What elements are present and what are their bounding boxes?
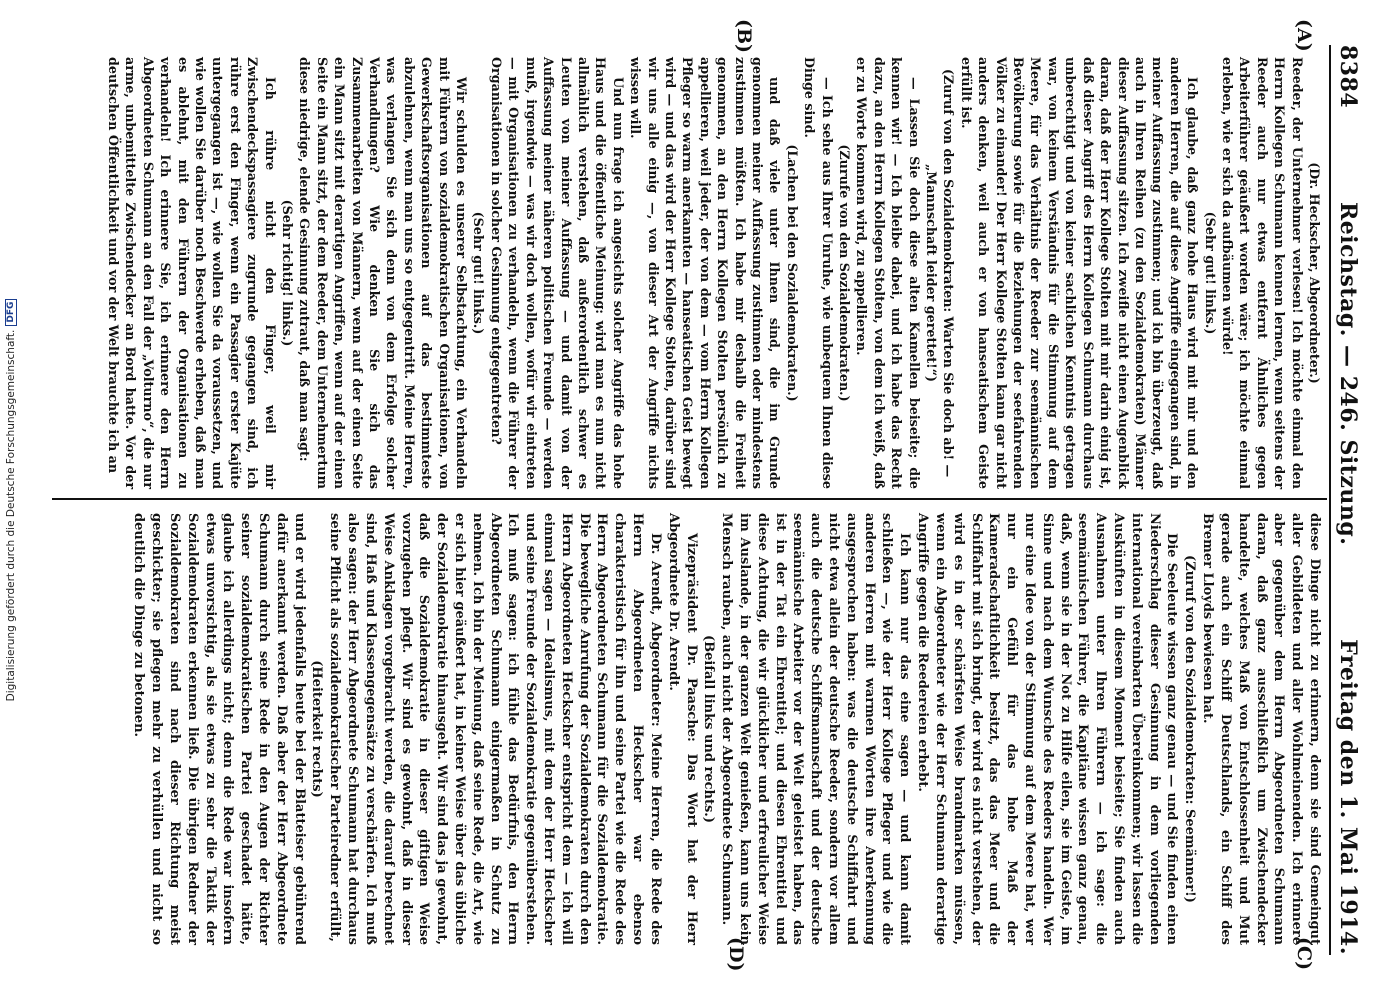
interjection: (Zuruf von den Sozialdemokraten: Warten Sie doch ab! — „Mannschaft leider gerettet!“) [924,68,957,478]
interjection: (Heiterkeit rechts) [309,660,325,798]
rotated-newspaper-page [47,19,1367,972]
interjection: (Dr. Heckscher, Abgeordneter.) [1307,162,1322,384]
interjection: (Sehr gut! links.) [1202,211,1218,335]
left-text-column [105,57,1323,489]
dfg-logo-icon: DFG [5,299,17,326]
paragraph: und er wird jedenfalls heute bei der Blatteiser gebührend dafür anerkannt werden. Daß aber der Herr Abgeordnete Schumann durch seine Rede in den Augen der Richter seiner sozialdemokratischen Partei geschadet hätte, glaube ich allerdings nicht; denn die Rede war insofern etwas unvorsichtig, als sie etwas zu sehr die Taktik der Sozialdemokraten erkennen ließ. Die übrigen Redner der Sozialdemokraten sind nach dieser Richtung meist geschickter; sie pflegen mehr zu verhüllen und nicht so deutlich die Dinge zu betonen. [131,513,307,945]
session-date: Freitag den 1. Mai 1914. [1335,639,1361,955]
interjection: (Sehr gut! links.) [471,211,487,335]
paragraph: Die Seeleute wissen ganz genau — und Sie finden einen Niederschlag dieser Gesinnung in dem vorliegenden international vereinbarten Übereinkommen; wir lassen die Auskünften in diesem Moment beiseite; Sie finden auch Ausnahmen unter Ihren Führern — ich sage: die seemännischen Führer, die Kapitäne wissen ganz genau, daß, wenn sie in der Not zu Hilfe eilen, sie im Geiste, im Sinne und nach dem Wunsche des Reeders handeln. Wer nur eine Idee von der Stimmung auf dem Meere hat, wer nur ein Gefühl für das hohe Maß der Kameradschaftlichkeit besitzt, das das Meer und die Schiffahrt mit sich bringt, der wird es nicht verstehen, der wird es in der schärfsten Weise brandmarken müssen, wenn ein Abgeordneter wie der Herr Schumann derartige Angriffe gegen die Reedereien erhebt. [915,513,1180,945]
paragraph: Reeder, der Unternehmer verlesen! Ich möchte einmal den Herrn Kollegen Schumann kennen lernen, wenn seitens der Reeder auch nur etwas entfernt Ähnliches gegen Arbeiterführer geäußert worden wäre; ich möchte einmal erleben, wie er sich da aufbäumen würde! [1219,57,1305,489]
margin-mark-c: (C) [1293,937,1315,971]
margin-mark-a: (A) [1293,19,1315,52]
watermark-text: Digitalisierung gefördert durch die Deutsche Forschungsgemeinschaft. [5,329,17,702]
margin-mark-d: (D) [725,937,747,972]
interjection: (Zuruf von den Sozialdemokraten: Seemänner!) [1182,555,1198,903]
page-header [1335,45,1367,955]
interjection: (Sehr richtig! links.) [280,199,296,347]
session-title: Reichstag. — 246. Sitzung. [1335,202,1361,546]
paragraph: Ich kann nur das eine sagen — und kann damit schließen —, wie der Herr Kollege Pfleger und wie die anderen Herren mit warmen Worten ihre Anerkennung ausgesprochen haben: was die deutsche Schiffahrt und nicht etwa allein der deutsche Reeder, sondern vor allem auch die deutsche Schiffsmannschaft und der deutsche seemännische Arbeiter vor der Welt geleistet haben, das ist in der Tat ein Ehrentitel; und diesen Ehrentitel und diese Achtung, die wir glücklicher und erfreulicher Weise im Auslande, in der ganzen Welt genießen, kann uns kein Mensch rauben, auch nicht der Abgeordnete Schumann. [719,513,913,945]
paragraph: Dr. Arendt, Abgeordneter: Meine Herren, die Rede des Herrn Abgeordneten Heckscher war ebenso charakteristisch für ihn und seine Partei wie die Rede des Herrn Abgeordneten Schumann für die Sozialdemokratie. Die bewegliche Anrufung der Sozialdemokraten durch den Herrn Abgeordneten Heckscher entspricht dem — ich will einmal sagen — Idealismus, mit dem der Herr Heckscher und seine Freunde der Sozialdemokratie gegenüberstehen. Ich muß sagen: ich fühle das Bedürfnis, den Herrn Abgeordneten Schumann einigermaßen in Schutz zu nehmen. Ich bin der Meinung, daß seine Rede, die Art, wie er sich hier geäußert hat, in keiner Weise über das übliche der Sozialdemokratie hinausgeht. Wir sind das ja gewohnt, daß die Sozialdemokratie in dieser giftigen Weise vorzugehen pflegt. Wir sind es gewohnt, daß in dieser Weise Anklagen vorgebracht werden, die darauf berechnet sind, Haß und Klassengegensätze zu verschärfen. Ich muß also sagen: der Herr Abgeordnete Schumann hat durchaus seine Pflicht als sozialdemokratischer Parteiredner erfüllt, [327,513,663,945]
paragraph: Und nun frage ich angesichts solcher Angriffe das hohe Haus und die öffentliche Meinung: wird man es nun nicht allmählich verstehen, daß außerordentlich schwer es Leuten von meiner Auffassung — und damit von der Auffassung meiner näheren politischen Freunde — werden muß, irgendwie — was wir doch wollen, wofür wir eintreten — mit Organisationen zu verhandeln, wenn die Führer der Organisationen in solcher Gesinnung entgegentreten? [488,57,626,489]
interjection: (Lachen bei den Sozialdemokraten.) [784,144,800,402]
paragraph: Wir schulden es unserer Selbstachtung, ein Verhandeln mit Führern von sozialdemokratischen Organisationen, von Gewerkschaftsorganisationen auf das bestimmteste abzulehnen, wenn man uns so entgegentritt. Meine Herren, was verlangen Sie sich denn von dem Erfolge solcher Verhandlungen? Wie denken Sie sich das Zusammenarbeiten von Männern, wenn auf der einen Seite ein Mann sitzt mit derartigen Angriffen, wenn auf der einen Seite ein Mann sitzt, der dem Reeder, dem Unternehmertum diese niedrige, elende Gesinnung zutraut, daß man sagt: [297,57,470,489]
header-rule [1329,45,1331,955]
interjection: (Beifall links und rechts.) [701,635,717,823]
column-divider [52,498,1327,500]
paragraph: diese Dinge nicht zu erinnern, denn sie sind Gemeingut aller Gebildeten und aller Wohlmeinenden. Ich erinnere aber gegenüber dem Herrn Abgeordneten Schumann daran, daß ganz ausschließlich um Zwischendecker handelte, welches Maß von Entschlossenheit und Mut gerade auch ein Schiff Deutschlands, ein Schiff des Bremer Lloyds bewiesen hat. [1200,513,1322,945]
margin-mark-b: (B) [733,19,755,54]
paragraph: und daß viele unter Ihnen sind, die im Grunde genommen meiner Auffassung zustimmen oder mindestens zustimmen müßten. Ich habe mir deshalb die Freiheit genommen, an den Herrn Kollegen Stolten persönlich zu appellieren, weil jeder, der von dem — vom Herrn Kollegen Pfleger so warm anerkannten — hanseatischen Geist bewegt wird — und das wird der Herr Kollege Stolten, darüber sind wir uns alle einig —, von dieser Art der Angriffe nichts wissen will. [628,57,783,489]
page-number: 8384 [1335,45,1361,109]
paragraph: Ich rühre nicht den Finger, weil mir Zwischendeckspassagiere zugrunde gegangen sind, ich rühre erst den Finger, wenn ein Passagier erster Kajüte untergegangen ist —, wie wollen Sie da voraussetzen, und wie wollen Sie darüber noch Beschwerde erheben, daß man es ablehnt, mit den Führern der Organisationen zu verhandeln! Ich erinnere Sie, ich erinnere den Herrn Abgeordneten Schumann an den Fall der „Volturno“, die nur arme, unbemittelte Zwischendecker an Bord hatte. Vor der deutschen Öffentlichkeit und vor der Welt brauchte ich an [105,57,278,489]
paragraph: Vizepräsident Dr. Paasche: Das Wort hat der Herr Abgeordnete Dr. Arendt. [665,513,699,945]
interjection: (Zurufe von den Sozialdemokraten.) [837,144,853,402]
paragraph: — Ich sehe aus Ihrer Unruhe, wie unbequem Ihnen diese Dinge sind. [802,57,835,489]
paragraph: — Lassen Sie doch diese alten Kamellen beiseite; die kennen wir! — Ich bleibe dabei, und ich habe das Recht dazu, an den Herrn Kollegen Stolten, von dem ich weiß, daß er zu Worte kommen wird, zu appellieren. [854,57,922,489]
paragraph: Ich glaube, daß ganz hohe Haus wird mit mir und den anderen Herren, die auf diese Angriffe eingegangen sind, in meiner Auffassung zustimmen; und ich bin überzeugt, daß auch in Ihren Reihen (zu den Sozialdemokraten) Männer dieser Auffassung sitzen. Ich zweifle nicht einen Augenblick daran, daß der Herr Kollege Stolten mit mir darin einig ist, daß dieser Angriff des Herrn Kollegen Schumann durchaus unberechtigt und von keiner sachlichen Kenntnis getragen war, von keinem Verständnis für die Stimmung auf dem Meere, für das Verhältnis der Reeder zur seemännischen Bevölkerung sowie für die Beziehungen der seefahrenden Völker zu einander! Der Herr Kollege Stolten kann gar nicht anders denken, weil auch er von hanseatischem Geiste erfüllt ist. [958,57,1201,489]
dfg-watermark [0,0,22,1000]
right-text-column [130,513,1323,945]
